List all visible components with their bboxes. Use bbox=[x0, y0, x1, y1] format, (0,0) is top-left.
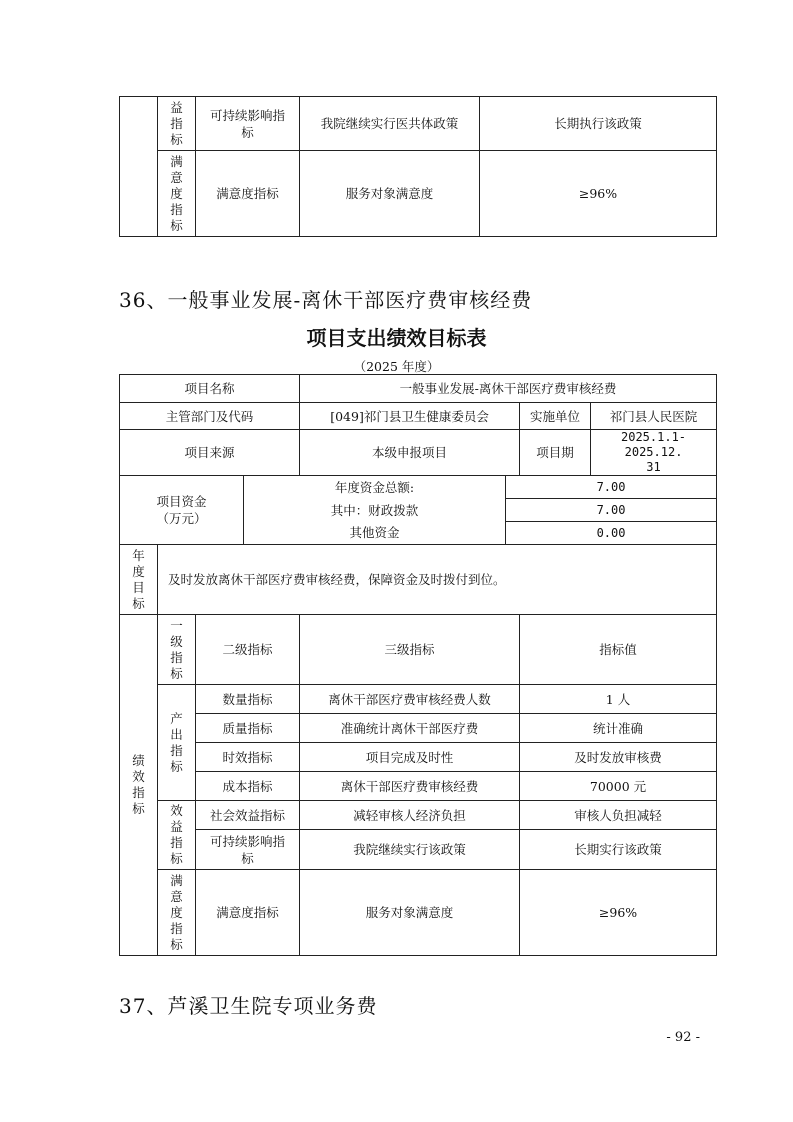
table-row-level2: 成本指标 bbox=[196, 772, 300, 801]
unit-value: 祁门县人民医院 bbox=[591, 403, 717, 430]
top-indicator-table bbox=[119, 96, 717, 237]
benefit-group-label: 益 指 标 bbox=[158, 97, 196, 151]
table-row-level2: 社会效益指标 bbox=[196, 801, 300, 830]
perf-label-cell-top bbox=[120, 97, 158, 237]
table-row-value: 长期实行该政策 bbox=[520, 830, 717, 870]
satisfaction-indicator-value: ≥96% bbox=[480, 151, 717, 237]
annual-total-value: 7.00 bbox=[506, 476, 717, 499]
satisfaction-indicator-label: 满意度指标 bbox=[196, 151, 300, 237]
source-label: 项目来源 bbox=[120, 430, 300, 476]
benefit-group-label: 效 益 指 标 bbox=[158, 801, 196, 870]
table-row-value: 70000 元 bbox=[520, 772, 717, 801]
sustain-indicator-value: 长期执行该政策 bbox=[480, 97, 717, 151]
table-row-level3: 离休干部医疗费审核经费人数 bbox=[300, 685, 520, 714]
form-year: （2025 年度） bbox=[353, 359, 440, 374]
satisfaction-group-label: 满 意 度 指 标 bbox=[158, 870, 196, 956]
fiscal-label: 其中：财政拨款 bbox=[244, 499, 506, 522]
other-funds-value: 0.00 bbox=[506, 522, 717, 545]
header-level2: 二级指标 bbox=[196, 615, 300, 685]
table-row-level3: 离休干部医疗费审核经费 bbox=[300, 772, 520, 801]
table-row-level2: 可持续影响指 标 bbox=[196, 830, 300, 870]
form-title: 项目支出绩效目标表 bbox=[306, 326, 487, 350]
annual-goal-text: 及时发放离休干部医疗费审核经费，保障资金及时拨付到位。 bbox=[158, 545, 717, 615]
output-group-label: 产 出 指 标 bbox=[158, 685, 196, 801]
table-row-level3: 减轻审核人经济负担 bbox=[300, 801, 520, 830]
other-funds-label: 其他资金 bbox=[244, 522, 506, 545]
table-row-value: ≥96% bbox=[520, 870, 717, 956]
dept-value: [049]祁门县卫生健康委员会 bbox=[300, 403, 520, 430]
table-row-value: 1 人 bbox=[520, 685, 717, 714]
dept-label: 主管部门及代码 bbox=[120, 403, 300, 430]
unit-label: 实施单位 bbox=[520, 403, 591, 430]
annual-total-label: 年度资金总额: bbox=[244, 476, 506, 499]
sustain-indicator-label: 可持续影响指 标 bbox=[196, 97, 300, 151]
table-row-level3: 我院继续实行该政策 bbox=[300, 830, 520, 870]
table-row-level2: 时效指标 bbox=[196, 743, 300, 772]
header-level1: 一 级 指 标 bbox=[158, 615, 196, 685]
performance-target-form bbox=[119, 374, 717, 956]
period-value: 2025.1.1-2025.12. 31 bbox=[591, 430, 717, 476]
table-row-level2: 满意度指标 bbox=[196, 870, 300, 956]
section-37-heading: 37、芦溪卫生院专项业务费 bbox=[119, 994, 378, 1018]
table-row-value: 及时发放审核费 bbox=[520, 743, 717, 772]
table-row-level3: 准确统计离休干部医疗费 bbox=[300, 714, 520, 743]
fiscal-value: 7.00 bbox=[506, 499, 717, 522]
table-row-level3: 项目完成及时性 bbox=[300, 743, 520, 772]
table-row-level3: 服务对象满意度 bbox=[300, 870, 520, 956]
period-label: 项目期 bbox=[520, 430, 591, 476]
table-row-value: 统计准确 bbox=[520, 714, 717, 743]
table-row-value: 审核人负担减轻 bbox=[520, 801, 717, 830]
sustain-indicator-desc: 我院继续实行医共体政策 bbox=[300, 97, 480, 151]
annual-goal-label: 年 度 目 标 bbox=[120, 545, 158, 615]
table-row-level2: 质量指标 bbox=[196, 714, 300, 743]
project-name-value: 一般事业发展-离休干部医疗费审核经费 bbox=[300, 375, 717, 403]
table-row-level2: 数量指标 bbox=[196, 685, 300, 714]
project-name-label: 项目名称 bbox=[120, 375, 300, 403]
funds-label: 项目资金 （万元） bbox=[120, 476, 244, 545]
section-36-heading: 36、一般事业发展-离休干部医疗费审核经费 bbox=[119, 288, 533, 312]
header-level3: 三级指标 bbox=[300, 615, 520, 685]
satisfaction-group-label: 满 意 度 指 标 bbox=[158, 151, 196, 237]
header-value: 指标值 bbox=[520, 615, 717, 685]
satisfaction-indicator-desc: 服务对象满意度 bbox=[300, 151, 480, 237]
page-number: - 92 - bbox=[666, 1030, 700, 1045]
source-value: 本级申报项目 bbox=[300, 430, 520, 476]
performance-indicator-label: 绩 效 指 标 bbox=[120, 615, 158, 956]
